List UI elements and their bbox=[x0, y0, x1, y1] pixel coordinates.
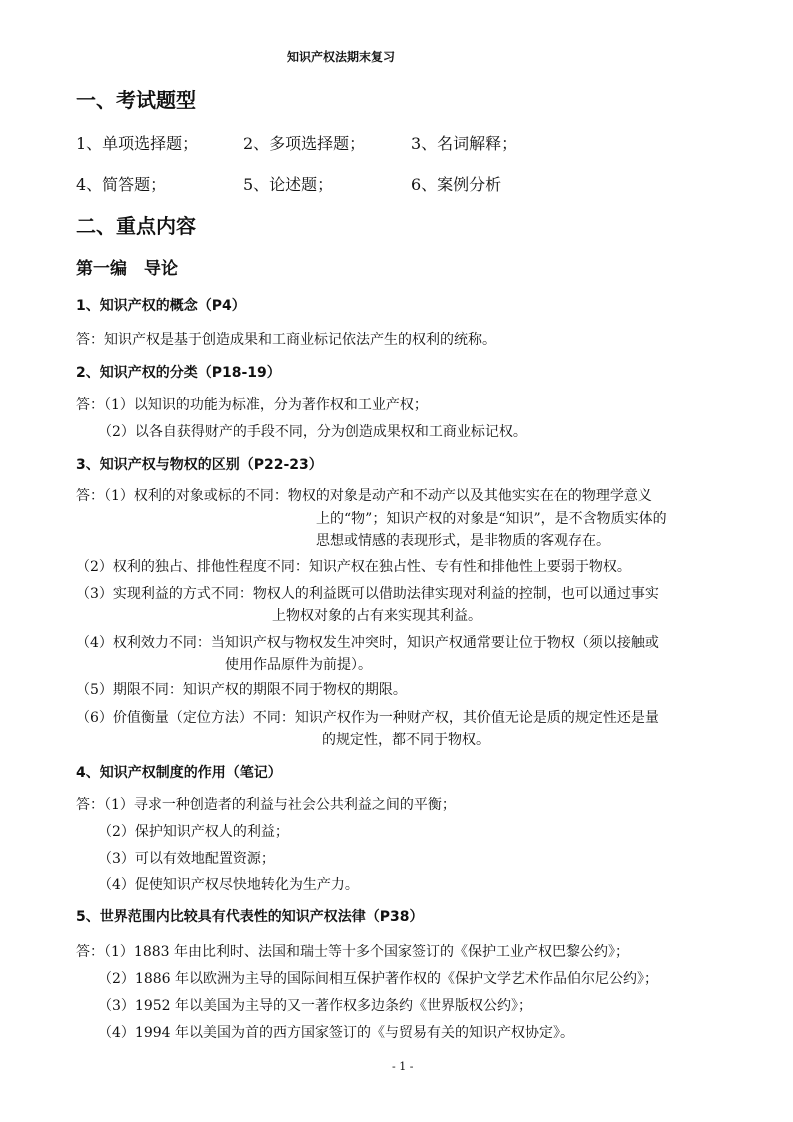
question-heading: 1、知识产权的概念（P4） bbox=[76, 298, 246, 314]
exam-type: 1、单项选择题； bbox=[76, 134, 199, 153]
answer-line: （6）价值衡量（定位方法）不同：知识产权作为一种财产权，其价值无论是质的规定性还是量 bbox=[76, 710, 659, 726]
exam-type: 5、论述题； bbox=[243, 175, 334, 194]
question-heading: 4、知识产权制度的作用（笔记） bbox=[76, 765, 282, 781]
answer-line: 答：（1）以知识的功能为标准，分为著作权和工业产权； bbox=[76, 397, 428, 413]
answer-line: 上的“物”；知识产权的对象是“知识”，是不含物质实体的 bbox=[316, 511, 667, 527]
answer-line: 答：（1）1883 年由比利时、法国和瑞士等十多个国家签订的《保护工业产权巴黎公约》； bbox=[76, 944, 629, 960]
answer-line: （3）实现利益的方式不同：物权人的利益既可以借助法律实现对利益的控制，也可以通过事实 bbox=[76, 586, 659, 602]
section-heading: 一、考试题型 bbox=[76, 88, 196, 112]
answer-line: （2）保护知识产权人的利益； bbox=[98, 824, 289, 840]
answer-line: 答：（1）权利的对象或标的不同：物权的对象是动产和不动产以及其他实实在在的物理学意义 bbox=[76, 488, 652, 504]
answer-line: （2）1886 年以欧洲为主导的国际间相互保护著作权的《保护文学艺术作品伯尔尼公约》； bbox=[98, 971, 658, 987]
answer-line: （3）1952 年以美国为主导的又一著作权多边条约《世界版权公约》； bbox=[98, 998, 532, 1014]
answer-line: （4）权利效力不同：当知识产权与物权发生冲突时，知识产权通常要让位于物权（须以接触或 bbox=[76, 635, 659, 651]
answer-line: 思想或情感的表现形式，是非物质的客观存在。 bbox=[316, 533, 610, 549]
answer-line: 答：（1）寻求一种创造者的利益与社会公共利益之间的平衡； bbox=[76, 797, 456, 813]
answer-line: （2）权利的独占、排他性程度不同：知识产权在独占性、专有性和排他性上要弱于物权。 bbox=[76, 559, 631, 575]
answer-line: 的规定性，都不同于物权。 bbox=[322, 732, 490, 748]
answer-line: （5）期限不同：知识产权的期限不同于物权的期限。 bbox=[76, 682, 407, 698]
question-heading: 2、知识产权的分类（P18-19） bbox=[76, 365, 281, 381]
exam-type: 3、名词解释； bbox=[411, 134, 518, 153]
exam-type: 4、简答题； bbox=[76, 175, 167, 194]
answer-line: 上物权对象的占有来实现其利益。 bbox=[272, 608, 482, 624]
answer-line: 答：知识产权是基于创造成果和工商业标记依法产生的权利的统称。 bbox=[76, 332, 496, 348]
answer-line: （2）以各自获得财产的手段不同，分为创造成果权和工商业标记权。 bbox=[98, 424, 527, 440]
document-title: 知识产权法期末复习 bbox=[287, 50, 396, 64]
exam-type: 6、案例分析 bbox=[411, 175, 502, 194]
part-heading: 第一编 导论 bbox=[76, 259, 178, 279]
answer-line: （3）可以有效地配置资源； bbox=[98, 851, 275, 867]
section-heading: 二、重点内容 bbox=[76, 214, 196, 238]
answer-line: （4）促使知识产权尽快地转化为生产力。 bbox=[98, 877, 359, 893]
question-heading: 5、世界范围内比较具有代表性的知识产权法律（P38） bbox=[76, 909, 424, 925]
exam-type: 2、多项选择题； bbox=[243, 134, 366, 153]
answer-line: （4）1994 年以美国为首的西方国家签订的《与贸易有关的知识产权协定》。 bbox=[98, 1025, 574, 1041]
answer-line: 使用作品原件为前提）。 bbox=[225, 657, 372, 673]
page-number: - 1 - bbox=[392, 1060, 414, 1073]
question-heading: 3、知识产权与物权的区别（P22-23） bbox=[76, 457, 323, 473]
